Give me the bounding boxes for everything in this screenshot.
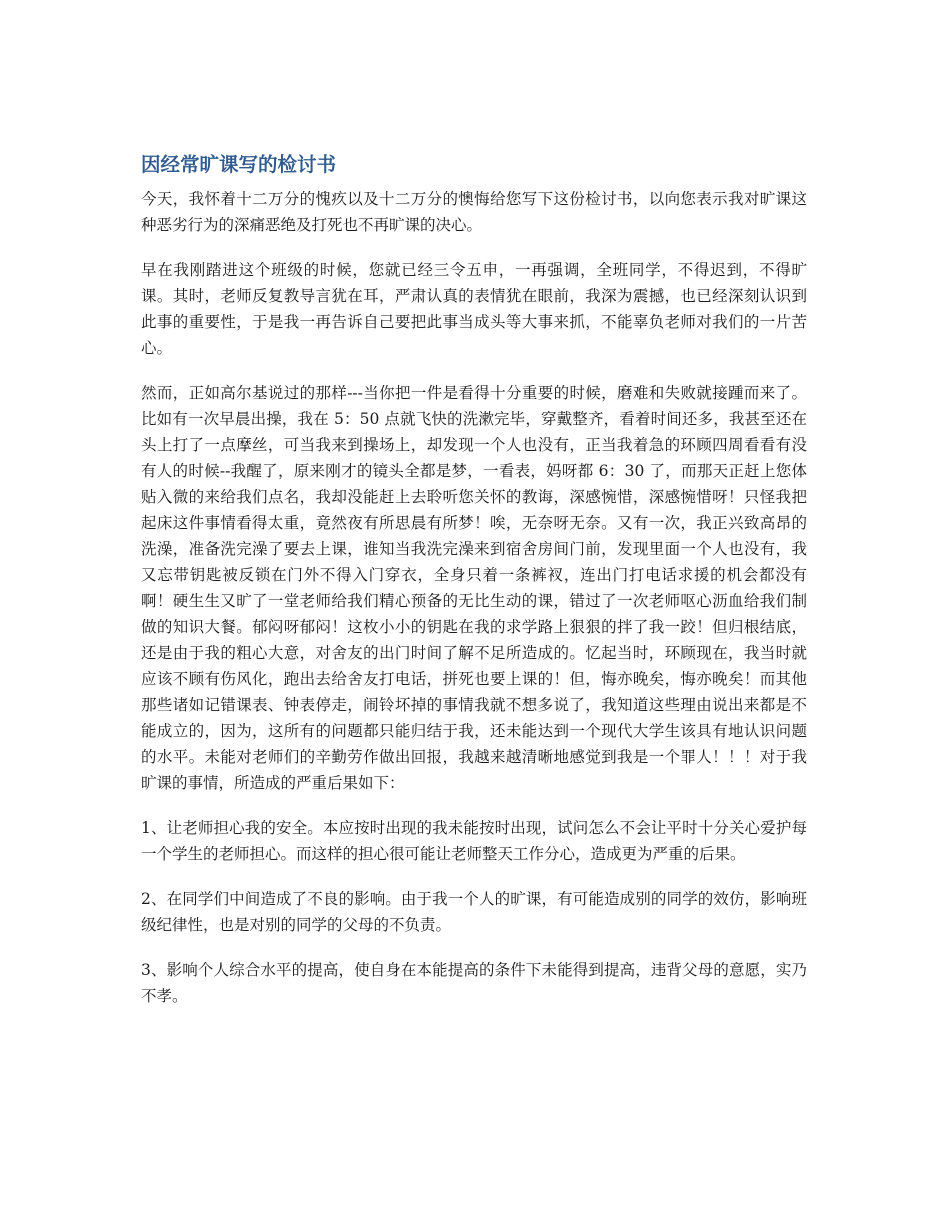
consequence-item-3: 3、影响个人综合水平的提高，使自身在本能提高的条件下未能得到提高，违背父母的意愿，实乃不孝。	[141, 961, 807, 1005]
document-body	[141, 150, 807, 1028]
paragraph-incidents: 然而，正如高尔基说过的那样---当你把一件是看得十分重要的时候，磨难和失败就接踵而来了。比如有一次早晨出操，我在 5：50 点就飞快的洗漱完毕，穿戴整齐，看着时间还多，我甚至还在头上打了一点摩丝，可当我来到操场上，却发现一个人也没有，正当我着急的环顾四周看看有没有人的时候--我醒了，原来刚才的镜头全都是梦，一看表，妈呀都 6：30 了，而那天正赶上您体贴入微的来给我们点名，我却没能赶上去聆听您关怀的教诲，深感惋惜，深感惋惜呀！只怪我把起床这件事情看得太重，竟然夜有所思晨有所梦！唉，无奈呀无奈。又有一次，我正兴致高昂的洗澡，准备洗完澡了要去上课，谁知当我洗完澡来到宿舍房间门前，发现里面一个人也没有，我又忘带钥匙被反锁在门外不得入门穿衣，全身只着一条裤衩，连出门打电话求援的机会都没有啊！硬生生又旷了一堂老师给我们精心预备的无比生动的课，错过了一次老师呕心沥血给我们制做的知识大餐。郁闷呀郁闷！这枚小小的钥匙在我的求学路上狠狠的拌了我一跤！但归根结底，还是由于我的粗心大意，对舍友的出门时间了解不足所造成的。忆起当时，环顾现在，我当时就应该不顾有伤风化，跑出去给舍友打电话，拼死也要上课的！但，悔亦晚矣，悔亦晚矣！而其他那些诸如记错课表、钟表停走，闹铃坏掉的事情我就不想多说了，我知道这些理由说出来都是不能成立的，因为，这所有的问题都只能归结于我，还未能达到一个现代大学生该具有地认识问题的水平。未能对老师们的辛勤劳作做出回报，我越来越清晰地感觉到我是一个罪人！！！对于我旷课的事情，所造成的严重后果如下：	[141, 384, 807, 792]
paragraph-intro: 今天，我怀着十二万分的愧疚以及十二万分的懊悔给您写下这份检讨书，以向您表示我对旷课这种恶劣行为的深痛恶绝及打死也不再旷课的决心。	[141, 190, 807, 234]
paragraph-background: 早在我刚踏进这个班级的时候，您就已经三令五申，一再强调，全班同学，不得迟到，不得旷课。其时，老师反复教导言犹在耳，严肃认真的表情犹在眼前，我深为震撼，也已经深刻认识到此事的重要性，于是我一再告诉自己要把此事当成头等大事来抓，不能辜负老师对我们的一片苦心。	[141, 261, 807, 357]
consequence-item-1: 1、让老师担心我的安全。本应按时出现的我未能按时出现，试问怎么不会让平时十分关心爱护每一个学生的老师担心。而这样的担心很可能让老师整天工作分心，造成更为严重的后果。	[141, 819, 807, 863]
consequence-item-2: 2、在同学们中间造成了不良的影响。由于我一个人的旷课，有可能造成别的同学的效仿，影响班级纪律性，也是对别的同学的父母的不负责。	[141, 890, 807, 934]
document-title: 因经常旷课写的检讨书	[141, 153, 337, 176]
